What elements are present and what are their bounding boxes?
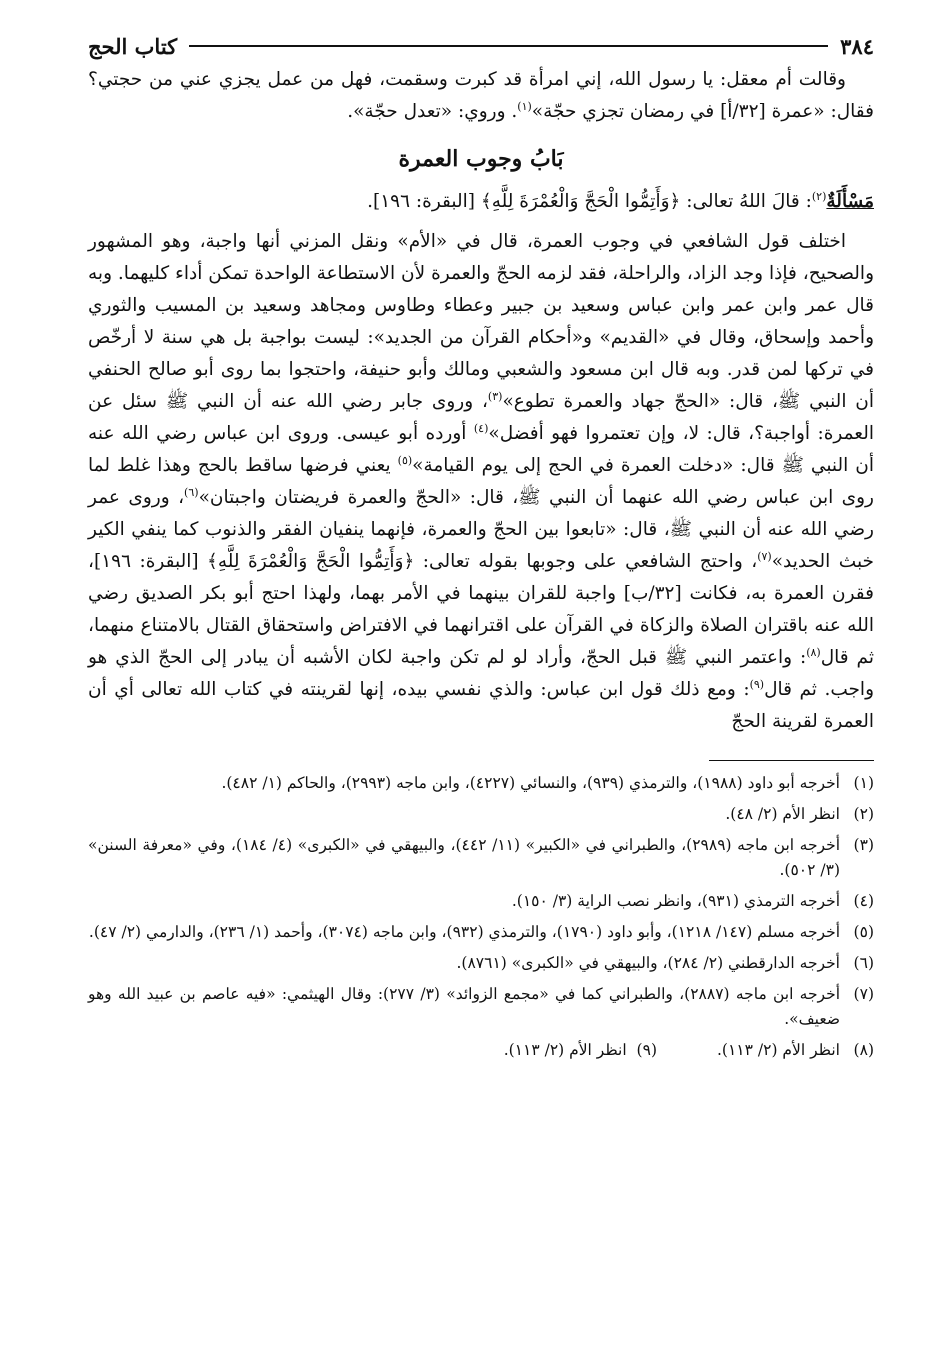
- footnote-ref-8[interactable]: (٨): [806, 645, 821, 659]
- footnote-number: (٤): [853, 892, 874, 910]
- footnote-number: (٨): [853, 1041, 874, 1059]
- header-rule: [189, 45, 828, 47]
- footnote-ref-6[interactable]: (٦): [184, 485, 199, 499]
- page-number: ٣٨٤: [840, 33, 874, 59]
- body-text-7: : واعتمر النبي ﷺ قبل الحجّ، وأراد لو لم تكن واجبة لكان الأشبه أن يبادر إلى الحجّ الذي هو واجب. ثم قال: [88, 647, 875, 700]
- footnote-ref-2[interactable]: (٢): [811, 189, 827, 203]
- footnote-number: (٦): [853, 954, 874, 972]
- footnote-rule: [709, 760, 874, 761]
- footnote-text-pair: [88, 1038, 840, 1063]
- footnote-item: [88, 771, 874, 796]
- body-text-2: ، وروى جابر رضي الله عنه أن النبي ﷺ سئل عن العمرة: أواجبة؟، قال: لا، وإن تعتمروا فهو أفضل»: [88, 391, 874, 444]
- footnote-text: أخرجه ابن ماجه (٢٩٨٩)، والطبراني في «الكبير» (١١/ ٤٤٢)، والبيهقي في «الكبرى» (٤/ ١٨٤)، وفي «معرفة السنن» (٣/ ٥٠٢).: [88, 836, 840, 879]
- footnote-item: [88, 833, 874, 883]
- footnote-number: (٥): [853, 923, 874, 941]
- footnote-item: [88, 920, 874, 945]
- footnote-number: (١): [853, 774, 874, 792]
- body-text-4: يعني فرضها ساقط بالحج وهذا غلط لما روى ابن عباس رضي الله عنهما أن النبي ﷺ، قال: «الحجّ والعمرة فريضتان واجبتان»: [88, 455, 874, 508]
- footnote-text: أخرجه أبو داود (١٩٨٨)، والترمذي (٩٣٩)، والنسائي (٤٢٢٧)، وابن ماجه (٢٩٩٣)، والحاكم (١/ ٤٨٢).: [221, 774, 840, 792]
- footnote-ref-9[interactable]: (٩): [749, 677, 765, 691]
- running-title: كتاب الحج: [88, 33, 178, 59]
- footnote-item: [88, 982, 874, 1032]
- main-paragraph: [88, 226, 874, 738]
- footnote-text: أخرجه الترمذي (٩٣١)، وانظر نصب الراية (٣/ ١٥٠).: [511, 892, 840, 910]
- footnote-ref-5[interactable]: (٥): [397, 453, 413, 467]
- footnote-ref-3[interactable]: (٣): [487, 389, 503, 403]
- footnote-number: (٢): [853, 805, 874, 823]
- running-header: [88, 28, 874, 64]
- intro-paragraph: [88, 64, 874, 128]
- chapter-title: بَابُ وجوب العمرة: [398, 146, 564, 172]
- body-text-5: ، وروى عمر رضي الله عنه أن النبي ﷺ، قال: «تابعوا بين الحجّ والعمرة، فإنهما ينفيان الفقر والذنوب كما ينفي الكير خبث الحديد»: [88, 487, 874, 572]
- footnote-ref-7[interactable]: (٧): [757, 549, 772, 563]
- body-text-3: أورده أبو عيسى. وروى ابن عباس رضي الله عنه أن النبي ﷺ قال: «دخلت العمرة في الحج إلى يوم القيامة»: [88, 423, 874, 476]
- footnote-ref-1[interactable]: (١): [517, 99, 532, 113]
- footnote-text: انظر الأم (٢/ ١١٣).: [717, 1041, 840, 1059]
- footnote-number: (٣): [853, 836, 874, 854]
- footnote-item: [88, 889, 874, 914]
- footnote-number: (٧): [853, 985, 874, 1003]
- footnote-text: أخرجه الدارقطني (٢/ ٢٨٤)، والبيهقي في «الكبرى» (٨٧٦١).: [456, 954, 840, 972]
- footnotes: [88, 771, 874, 1063]
- body-text-8: : ومع ذلك قول ابن عباس: والذي نفسي بيده، إنها لقرينته في كتاب الله تعالى أي أن العمرة لقرينة الحجّ: [88, 679, 874, 732]
- footnote-text: انظر الأم (٢/ ١١٣).: [503, 1041, 627, 1059]
- footnote-text: أخرجه ابن ماجه (٢٨٨٧)، والطبراني كما في «مجمع الزوائد» (٣/ ٢٧٧): وقال الهيثمي: «فيه عاصم بن عبيد الله وهو ضعيف».: [88, 985, 841, 1028]
- masala-text: : قالَ اللهُ تعالى: ﴿وَأَتِمُّوا الْحَجَّ وَالْعُمْرَةَ لِلَّهِ﴾ [البقرة: ١٩٦].: [367, 191, 812, 212]
- intro-text: وقالت أم معقل: يا رسول الله، إني امرأة قد كبرت وسقمت، فهل من عمل يجزي عني من حجتي؟ فقال: «عمرة [٣٢/أ] في رمضان تجزي حجّة»: [88, 69, 874, 122]
- footnote-number: (٩): [636, 1041, 657, 1059]
- body-text-6: ، واحتج الشافعي على وجوبها بقوله تعالى: ﴿وَأَتِمُّوا الْحَجَّ وَالْعُمْرَةَ لِلَّهِ﴾ [البقرة: ١٩٦]، فقرن العمرة به، فكانت [٣٢/ب] واجبة للقران بينهما في الأمر بهما، ولهذا احتج أبو بكر الصديق رضي الله عنه باقتران الصلاة والزكاة في القرآن على اقترانهما في الافتراض واستحقاق القتال بالامتناع منهما، ثم قال: [88, 551, 874, 668]
- document-page: [88, 28, 874, 1069]
- footnote-item: [88, 951, 874, 976]
- footnote-item: [88, 802, 874, 827]
- masala-line: [88, 186, 874, 218]
- body-text-1: اختلف قول الشافعي في وجوب العمرة، قال في «الأم» ونقل المزني أنها واجبة، وهو المشهور والصحيح، فإذا وجد الزاد، والراحلة، فقد لزمه الحجّ والعمرة لأن الاستطاعة الواحدة تمكن أداء كليهما. وبه قال عمر وابن عمر وابن عباس وسعيد بن جبير وعطاء وطاوس ومجاهد وسعيد بن المسيب والثوري وأحمد وإسحاق، وقال في «القديم» و«أحكام القرآن من الجديد»: ليست بواجبة بل هي سنة لا أرخّص في تركها لمن قدر. وبه قال ابن مسعود والشعبي ومالك وأبو حنيفة، واحتجوا بما روى أبو صالح الحنفي أن النبي ﷺ، قال: «الحجّ جهاد والعمرة تطوع»: [88, 231, 874, 412]
- footnote-text: أخرجه مسلم (١٤٧/ ١٢١٨)، وأبو داود (١٧٩٠)، والترمذي (٩٣٢)، وابن ماجه (٣٠٧٤)، وأحمد (١/ ٢٣٦)، والدارمي (٢/ ٤٧).: [88, 923, 840, 941]
- intro-tail: . وروي: «تعدل حجّة».: [347, 101, 518, 122]
- footnote-ref-4[interactable]: (٤): [473, 421, 489, 435]
- footnote-text: انظر الأم (٢/ ٤٨).: [725, 805, 840, 823]
- masala-label: مَسْأَلَةٌ: [826, 191, 874, 212]
- footnote-item: [88, 1038, 874, 1063]
